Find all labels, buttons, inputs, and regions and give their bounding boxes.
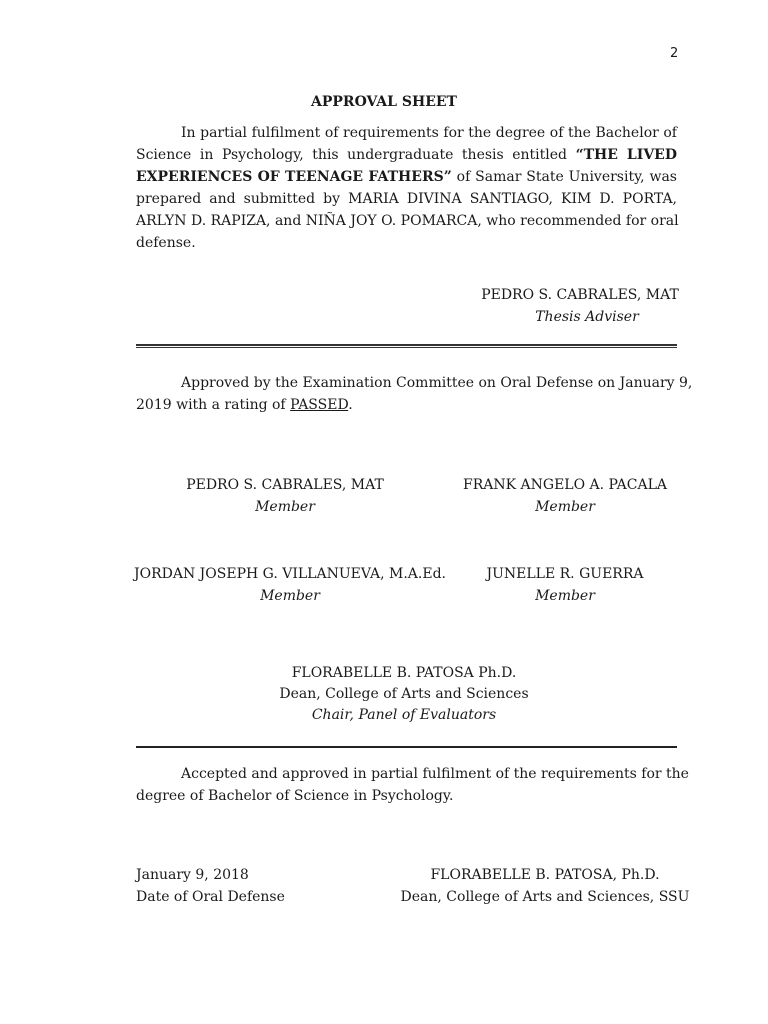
document-title: APPROVAL SHEET [311,94,457,110]
chair-name: FLORABELLE B. PATOSA Ph.D. [291,665,517,681]
member-signature-1 [175,474,395,518]
defense-date-label: Date of Oral Defense [136,889,285,905]
chair-signature [254,663,554,726]
acceptance-line-1: Accepted and approved in partial fulfilment of the requirements for the [181,766,689,782]
intro-line-6: defense. [136,235,196,251]
approval-line-1: Approved by the Examination Committee on Oral Defense on January 9, [181,375,693,391]
approval-line-2-end: . [348,397,353,413]
member-signature-2 [455,474,675,518]
intro-line-3-text: of Samar State University, was [451,169,677,185]
intro-line-2 [136,144,677,166]
member-name: JORDAN JOSEPH G. VILLANUEVA, M.A.Ed. [134,566,446,582]
section-divider-double [136,344,677,348]
acceptance-paragraph [136,763,689,807]
adviser-role: Thesis Adviser [535,309,639,325]
page-number: 2 [670,46,679,61]
thesis-title-part-2: EXPERIENCES OF TEENAGE FATHERS” [136,169,452,185]
approval-line-2 [136,394,677,416]
approval-line-2-text: 2019 with a rating of [136,397,291,413]
approval-paragraph [136,372,693,416]
member-signature-3 [130,563,450,607]
member-name: PEDRO S. CABRALES, MAT [186,477,384,493]
defense-date: January 9, 2018 [136,867,249,883]
intro-line-1: In partial fulfilment of requirements for the degree of the Bachelor of [181,125,677,141]
dean-name: FLORABELLE B. PATOSA, Ph.D. [430,867,660,883]
defense-date-block [136,864,285,908]
chair-role: Chair, Panel of Evaluators [311,707,497,723]
member-name: FRANK ANGELO A. PACALA [463,477,667,493]
acceptance-line-2: degree of Bachelor of Science in Psychology. [136,788,454,804]
adviser-block [470,284,690,328]
member-role: Member [255,499,315,515]
intro-line-4: prepared and submitted by MARIA DIVINA SANTIAGO, KIM D. PORTA, [136,191,677,207]
chair-title: Dean, College of Arts and Sciences [279,686,529,702]
section-divider-single [136,746,677,748]
intro-line-3 [136,166,677,188]
member-signature-4 [465,563,665,607]
member-role: Member [260,588,320,604]
intro-paragraph [136,122,677,254]
dean-title: Dean, College of Arts and Sciences, SSU [400,889,690,905]
dean-signature [400,864,690,908]
intro-line-2-text: Science in Psychology, this undergraduate thesis entitled [136,147,576,163]
member-name: JUNELLE R. GUERRA [486,566,644,582]
intro-line-5: ARLYN D. RAPIZA, and NIÑA JOY O. POMARCA, who recommended for oral [136,213,679,229]
thesis-title-part-1: “THE LIVED [575,147,677,163]
adviser-name: PEDRO S. CABRALES, MAT [481,287,679,303]
rating-value: PASSED [290,397,349,413]
member-role: Member [535,588,595,604]
member-role: Member [535,499,595,515]
